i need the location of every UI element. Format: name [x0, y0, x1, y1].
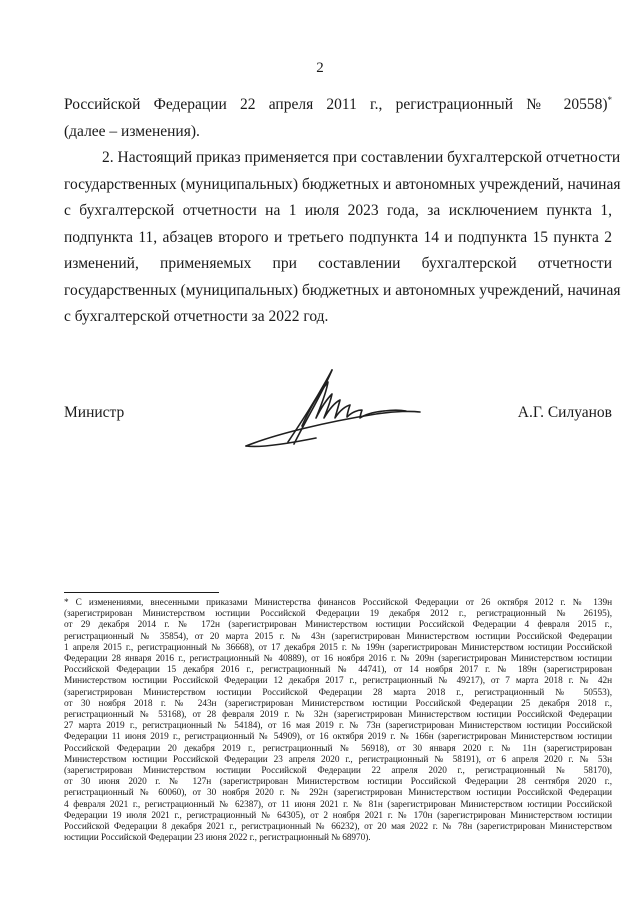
- footnote-line: Российской Федерации 20 декабря 2019 г., регистрационный № 56918), от 30 января 2020 г. № 11н (зарегистрирован: [64, 743, 612, 754]
- footnote-line: (зарегистрирован Министерством юстиции Российской Федерации 28 марта 2018 г., регистрационный № 50553),: [64, 687, 612, 698]
- footnote-line: 1 апреля 2015 г., регистрационный № 36668), от 17 декабря 2015 г. № 199н (зарегистрирован Министерством юстиции Российской: [64, 642, 612, 653]
- footnote-line: (зарегистрирован Министерством юстиции Российской Федерации 19 декабря 2012 г., регистрационный № 26195),: [64, 609, 612, 620]
- paragraph-2-line-2: государственных (муниципальных) бюджетных и автономных учреждений, начиная: [64, 175, 621, 193]
- paragraph-2-line-6: государственных (муниципальных) бюджетных и автономных учреждений, начиная: [64, 281, 621, 299]
- paragraph-1-line-2: (далее – изменения).: [64, 122, 200, 140]
- signer-name: А.Г. Силуанов: [517, 404, 612, 421]
- signer-title: Министр: [64, 404, 125, 421]
- paragraph-2-line-5: изменений, применяемых при составлении бухгалтерской отчетности: [64, 255, 612, 272]
- footnote-line: регистрационный № 60060), от 30 ноября 2020 г. № 292н (зарегистрирован Министерством юстиции Российской Федерации: [64, 788, 612, 799]
- main-text: [64, 92, 621, 331]
- handwritten-signature: [236, 364, 426, 454]
- footnote-line: от 30 ноября 2018 г. № 243н (зарегистрирован Министерством юстиции Российской Федерации 25 декабря 2018 г.,: [64, 698, 612, 709]
- footnote-separator: [64, 592, 219, 593]
- paragraph-2-line-3: с бухгалтерской отчетности на 1 июля 2023 года, за исключением пункта 1,: [64, 202, 612, 219]
- footnote-line: от 29 декабря 2014 г. № 172н (зарегистрирован Министерством юстиции Российской Федерации 4 февраля 2015 г.,: [64, 620, 612, 631]
- footnote-line: регистрационный № 35854), от 20 марта 2015 г. № 43н (зарегистрирован Министерством юстиции Российской Федерации: [64, 631, 612, 642]
- footnote-line: юстиции Российской Федерации 23 июня 2022 г., регистрационный № 68970).: [64, 833, 371, 844]
- footnote-line: (зарегистрирован Министерством юстиции Российской Федерации 22 апреля 2020 г., регистрационный № 58170),: [64, 766, 612, 777]
- paragraph-1-line-1: Российской Федерации 22 апреля 2011 г., регистрационный № 20558)*: [64, 94, 612, 113]
- paragraph-2-line-4: подпункта 11, абзацев второго и третьего подпункта 14 и подпункта 15 пункта 2: [64, 228, 612, 246]
- footnote: [64, 598, 612, 844]
- paragraph-2-line-7: с бухгалтерской отчетности за 2022 год.: [64, 308, 329, 325]
- footnote-line: Министерством юстиции Российской Федерации 12 декабря 2017 г., регистрационный № 49217), от 7 марта 2018 г. № 42н: [64, 676, 612, 687]
- footnote-line: от 30 июня 2020 г. № 127н (зарегистрирован Министерством юстиции Российской Федерации 28 сентября 2020 г.,: [64, 777, 612, 788]
- footnote-line: 4 февраля 2021 г., регистрационный № 62387), от 11 июня 2021 г. № 81н (зарегистрирован Министерством юстиции Российской: [64, 799, 612, 810]
- footnote-marker: *: [607, 94, 612, 105]
- footnote-line: Российской Федерации 15 декабря 2016 г., регистрационный № 44741), от 14 ноября 2017 г. № 189н (зарегистрирован: [64, 665, 612, 676]
- footnote-line: Федерации 19 июля 2021 г., регистрационный № 64305), от 2 ноября 2021 г. № 170н (зарегистрирован Министерством юстиции: [64, 810, 612, 821]
- paragraph-2-line-1: 2. Настоящий приказ применяется при составлении бухгалтерской отчетности: [102, 149, 621, 166]
- footnote-line: Федерации 11 июня 2019 г., регистрационный № 54909), от 16 октября 2019 г. № 166н (зарегистрирован Министерством юстиции: [64, 732, 612, 743]
- page-number: 2: [316, 60, 324, 76]
- footnote-line: * С изменениями, внесенными приказами Министерства финансов Российской Федерации от 26 октября 2012 г. № 139н: [64, 598, 612, 608]
- footnote-line: регистрационный № 53168), от 28 февраля 2019 г. № 32н (зарегистрирован Министерством юстиции Российской Федерации: [64, 710, 612, 721]
- footnote-line: Министерством юстиции Российской Федерации 23 апреля 2020 г., регистрационный № 58191), от 6 апреля 2020 г. № 53н: [64, 754, 612, 765]
- footnote-line: 27 марта 2019 г., регистрационный № 54184), от 16 мая 2019 г. № 73н (зарегистрирован Министерством юстиции Российской: [64, 721, 612, 732]
- footnote-line: Российской Федерации 8 декабря 2021 г., регистрационный № 66232), от 20 мая 2022 г. № 78н (зарегистрирован Министерством: [64, 822, 612, 833]
- footnote-line: Федерации 28 января 2016 г., регистрационный № 40889), от 16 ноября 2016 г. № 209н (зарегистрирован Министерством юстиции: [64, 654, 612, 665]
